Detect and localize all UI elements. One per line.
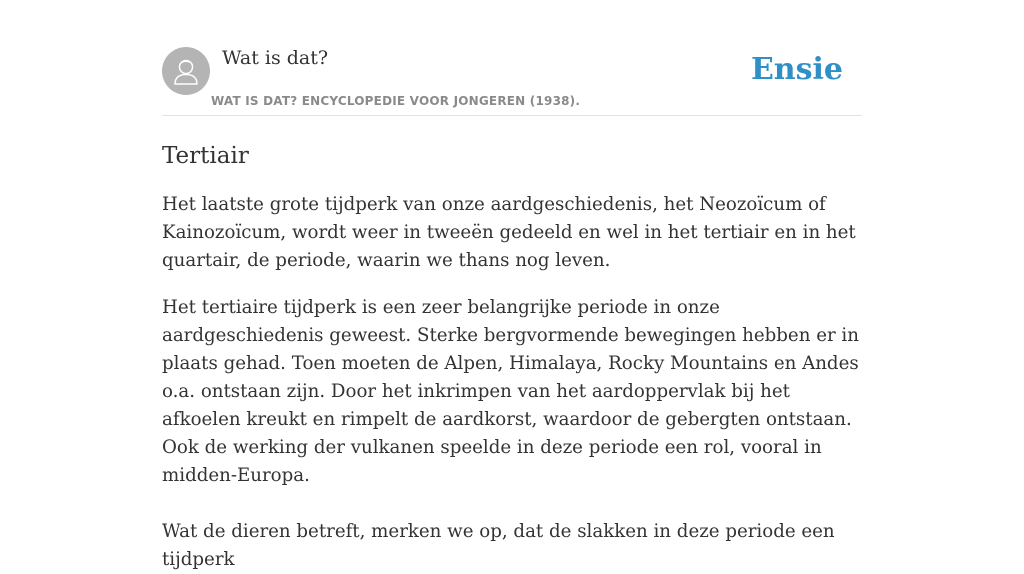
article-paragraph: Wat de dieren betreft, merken we op, dat de slakken in deze periode een tijdperk [162,521,835,570]
article-title: Tertiair [162,143,249,169]
user-icon [162,47,210,95]
article-paragraph: Het laatste grote tijdperk van onze aardgeschiedenis, het Neozoïcum of Kainozoïcum, wordt weer in tweeën gedeeld en wel in het tertiair en in het quartair, de periode, waarin we thans nog leven. [162,194,856,271]
source-name-link[interactable]: Wat is dat? [222,47,329,69]
ensie-logo[interactable]: Ensie [750,52,843,87]
source-avatar[interactable] [162,47,210,95]
content-column [162,0,862,574]
article-paragraph: Het tertiaire tijdperk is een zeer belangrijke periode in onze aardgeschiedenis geweest. Sterke bergvormende bewegingen hebben er in plaats gehad. Toen moeten de Alpen, Himalaya, Rocky Mountains en Andes o.a. ontstaan zijn. Door het inkrimpen van het aardoppervlak bij het afkoelen kreukt en rimpelt de aardkorst, waardoor de gebergten ontstaan. Ook de werking der vulkanen speelde in deze periode een rol, vooral in midden-Europa. [162,297,859,486]
source-header [162,0,862,116]
article-body [162,191,862,574]
source-subtitle: WAT IS DAT? ENCYCLOPEDIE VOOR JONGEREN (1938). [211,94,581,108]
